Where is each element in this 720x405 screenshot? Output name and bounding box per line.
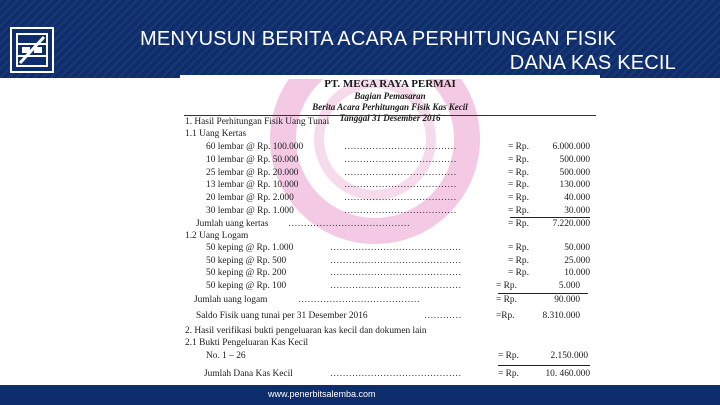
section-2-heading: 2. Hasil verifikasi bukti pengeluaran kas kecil dan dokumen lain xyxy=(185,326,427,336)
grand-total-row xyxy=(180,368,600,381)
coin-total-rp: = Rp. xyxy=(496,295,517,305)
paper-amount: 30.000 xyxy=(564,206,590,216)
coin-rp: = Rp. xyxy=(496,281,517,291)
grand-total-rp: = Rp. xyxy=(498,369,519,379)
paper-description: 25 lembar @ Rp. 20.000 xyxy=(206,167,299,178)
saldo-label: Saldo Fisik uang tunai per 31 Desember 2016 xyxy=(196,311,368,321)
document-title: Berita Acara Perhitungan Fisik Kas Kecil xyxy=(312,102,468,112)
leader-dots: …………………………………… xyxy=(330,369,462,379)
paper-row xyxy=(180,179,600,192)
coin-description: 50 keping @ Rp. 200 xyxy=(206,268,287,278)
coin-description: 50 keping @ Rp. 100 xyxy=(206,281,287,291)
section-1-heading: 1. Hasil Perhitungan Fisik Uang Tunai xyxy=(185,117,330,127)
paper-row xyxy=(180,141,600,154)
leader-dots: ……………………………… xyxy=(344,206,457,216)
coin-row xyxy=(180,255,600,268)
leader-dots: ……………………………… xyxy=(344,193,457,204)
coin-rp: = Rp. xyxy=(508,243,529,253)
saldo-row xyxy=(180,310,600,323)
coin-description: 50 keping @ Rp. 1.000 xyxy=(206,243,294,253)
coin-amount: 10.000 xyxy=(564,268,590,278)
saldo-amount: 8.310.000 xyxy=(542,311,580,321)
subsection-1-2-heading: 1.2 Uang Logam xyxy=(185,231,249,241)
leader-dots: …………………………………… xyxy=(330,255,462,266)
coin-amount: 50.000 xyxy=(564,243,590,253)
coin-row xyxy=(180,280,600,293)
voucher-label: No. 1 – 26 xyxy=(206,351,246,361)
leader-dots: …………………………………… xyxy=(330,281,462,291)
leader-dots: ……………………………… xyxy=(344,167,457,178)
coin-total-amount: 90.000 xyxy=(554,295,580,305)
publisher-logo-icon xyxy=(10,27,54,73)
leader-dots: ………………………………… xyxy=(298,295,420,305)
coin-row xyxy=(180,267,600,280)
coin-description: 50 keping @ Rp. 500 xyxy=(206,255,287,266)
grand-total-underline xyxy=(498,365,590,366)
slide-title xyxy=(140,27,676,75)
coin-total-row xyxy=(180,294,600,307)
paper-row xyxy=(180,154,600,167)
paper-description: 20 lembar @ Rp. 2.000 xyxy=(206,193,294,204)
company-name: PT. MEGA RAYA PERMAI xyxy=(324,78,456,90)
slide-title-line1: MENYUSUN BERITA ACARA PERHITUNGAN FISIK xyxy=(140,28,617,50)
paper-rp: = Rp. xyxy=(508,193,529,204)
coin-rp: = Rp. xyxy=(508,268,529,278)
document-date: Tanggal 31 Desember 2016 xyxy=(339,113,441,123)
paper-rp: = Rp. xyxy=(508,206,529,216)
subsection-1-1-heading: 1.1 Uang Kertas xyxy=(185,129,247,139)
paper-amount: 40.000 xyxy=(564,193,590,204)
paper-amount: 500.000 xyxy=(559,154,590,165)
paper-description: 30 lembar @ Rp. 1.000 xyxy=(206,206,294,216)
leader-dots: ………………………………… xyxy=(288,219,410,229)
paper-rp: = Rp. xyxy=(508,180,529,191)
voucher-amount: 2.150.000 xyxy=(550,351,588,361)
paper-amount: 6.000.000 xyxy=(552,142,590,152)
grand-total-amount: 10. 460.000 xyxy=(545,369,590,379)
voucher-row xyxy=(180,350,600,363)
department-name: Bagian Pemasaran xyxy=(354,91,426,101)
coin-rp: = Rp. xyxy=(508,255,529,266)
grand-total-label: Jumlah Dana Kas Kecil xyxy=(204,369,293,379)
paper-total-rp: = Rp. xyxy=(508,219,529,229)
paper-rp: = Rp. xyxy=(508,142,529,152)
scanned-document xyxy=(180,75,600,387)
leader-dots: …………………………………… xyxy=(330,268,462,278)
footer-url: www.penerbitsalemba.com xyxy=(268,389,376,399)
paper-row xyxy=(180,192,600,205)
paper-total-label: Jumlah uang kertas xyxy=(196,219,269,229)
paper-description: 60 lembar @ Rp. 100.000 xyxy=(206,142,304,152)
paper-total-amount: 7.220.000 xyxy=(552,219,590,229)
paper-row xyxy=(180,167,600,180)
leader-dots: ………… xyxy=(424,311,462,321)
leader-dots: ……………………………… xyxy=(344,154,457,165)
saldo-rp: =Rp. xyxy=(496,311,515,321)
paper-rp: = Rp. xyxy=(508,154,529,165)
subsection-2-1-heading: 2.1 Bukti Pengeluaran Kas Kecil xyxy=(185,338,309,348)
coin-amount: 5.000 xyxy=(558,281,580,291)
paper-amount: 500.000 xyxy=(559,167,590,178)
leader-dots: ……………………………… xyxy=(344,142,457,152)
paper-description: 13 lembar @ Rp. 10.000 xyxy=(206,180,299,191)
coin-amount: 25.000 xyxy=(564,255,590,266)
leader-dots: ……………………………… xyxy=(344,180,457,191)
coin-row xyxy=(180,242,600,255)
paper-rp: = Rp. xyxy=(508,167,529,178)
coin-total-label: Jumlah uang logam xyxy=(194,295,268,305)
paper-amount: 130.000 xyxy=(559,180,590,191)
voucher-rp: = Rp. xyxy=(498,351,519,361)
leader-dots: …………………………………… xyxy=(330,243,462,253)
paper-description: 10 lembar @ Rp. 50.000 xyxy=(206,154,299,165)
slide-title-line2: DANA KAS KECIL xyxy=(509,52,676,74)
